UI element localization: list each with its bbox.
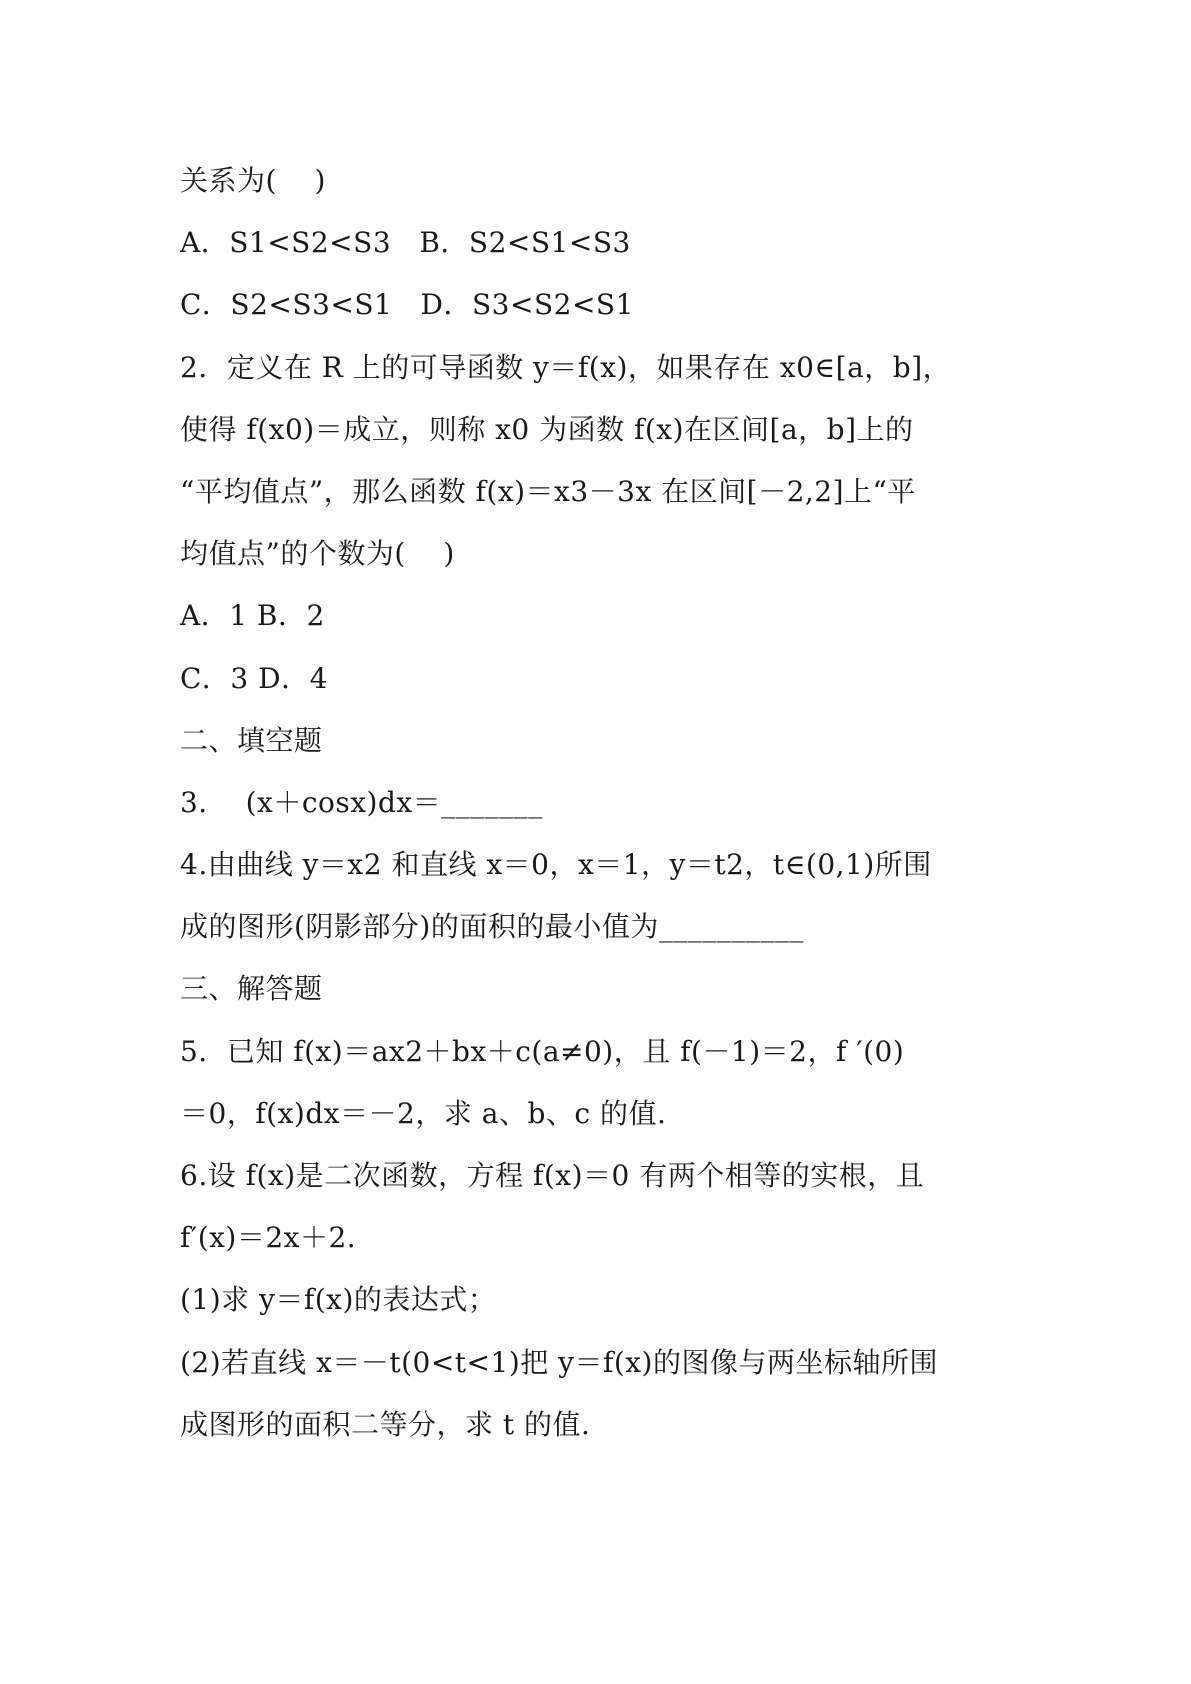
question-6-part-1: (1)求 y＝f(x)的表达式； (180, 1283, 497, 1317)
question-4-line-1: 4.由曲线 y＝x2 和直线 x＝0，x＝1，y＝t2，t∈(0,1)所围 (180, 848, 932, 882)
document-body (180, 150, 1020, 1456)
question-1-options-ab: A．S1<S2<S3 B．S2<S1<S3 (180, 226, 631, 260)
question-1-stem-end: 关系为( ) (180, 164, 326, 197)
question-2-stem-line-4: 均值点”的个数为( ) (180, 537, 455, 571)
question-6-part-2-line-2: 成图形的面积二等分，求 t 的值. (180, 1407, 591, 1441)
question-2-options-ab: A．1 B．2 (180, 599, 325, 633)
question-2-stem-line-3: “平均值点”，那么函数 f(x)＝x3－3x 在区间[－2,2]上“平 (180, 474, 916, 508)
section-heading-fill-in: 二、填空题 (180, 723, 323, 757)
question-2-stem-line-1: 2．定义在 R 上的可导函数 y＝f(x)，如果存在 x0∈[a，b]， (180, 350, 952, 384)
question-5-line-2: ＝0，f(x)dx＝－2，求 a、b、c 的值. (180, 1096, 667, 1130)
question-3: 3． (x＋cosx)dx＝_______ (180, 785, 543, 819)
question-6-line-1: 6.设 f(x)是二次函数，方程 f(x)＝0 有两个相等的实根，且 (180, 1159, 925, 1192)
question-2-stem-line-2: 使得 f(x0)＝成立，则称 x0 为函数 f(x)在区间[a，b]上的 (180, 412, 914, 446)
section-heading-solve: 三、解答题 (180, 972, 323, 1006)
question-4-line-2: 成的图形(阴影部分)的面积的最小值为__________ (180, 910, 804, 944)
question-6-part-2-line-1: (2)若直线 x＝－t(0<t<1)把 y＝f(x)的图像与两坐标轴所围 (180, 1345, 938, 1379)
question-5-line-1: 5．已知 f(x)＝ax2＋bx＋c(a≠0)，且 f(－1)＝2，f ′(0) (180, 1034, 905, 1068)
question-2-options-cd: C．3 D．4 (180, 661, 328, 695)
question-6-line-2: f′(x)＝2x＋2. (180, 1221, 357, 1255)
question-1-options-cd: C．S2<S3<S1 D．S3<S2<S1 (180, 288, 634, 322)
